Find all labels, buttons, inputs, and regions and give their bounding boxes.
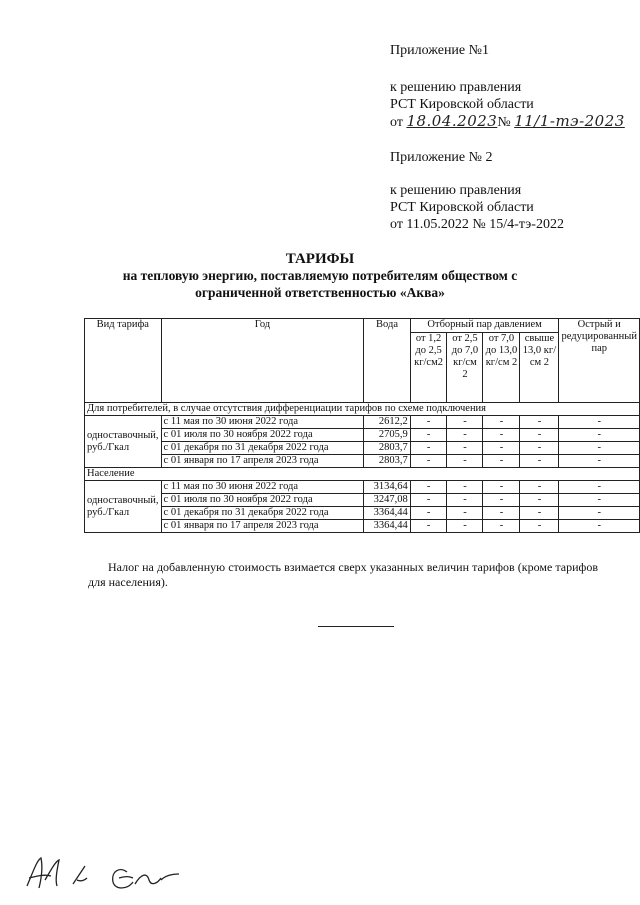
header-period: Год <box>161 319 364 403</box>
pressure-1-value: - <box>410 507 447 520</box>
water-value: 3364,44 <box>364 507 410 520</box>
sharp-steam-value: - <box>559 455 640 468</box>
pressure-4-value: - <box>520 494 559 507</box>
water-value: 3134,64 <box>364 481 410 494</box>
sharp-steam-value: - <box>559 442 640 455</box>
water-value: 2612,2 <box>364 416 410 429</box>
tariff-table <box>84 318 640 533</box>
pressure-3-value: - <box>483 481 520 494</box>
section-title: Для потребителей, в случае отсутствия дифференциации тарифов по схеме подключения <box>85 403 640 416</box>
pressure-2-value: - <box>447 507 483 520</box>
title-line-2: на тепловую энергию, поставляемую потребителям обществом с <box>122 268 518 283</box>
header-steam: Отборный пар давлением <box>410 319 559 333</box>
table-row <box>85 429 640 442</box>
water-value: 3364,44 <box>364 520 410 533</box>
pressure-2-value: - <box>447 442 483 455</box>
pressure-2-value: - <box>447 494 483 507</box>
decision-line-2: РСТ Кировской области <box>390 97 534 112</box>
number-prefix: № <box>497 115 511 130</box>
pressure-2-value: - <box>447 416 483 429</box>
handwritten-number: 11/1-тэ-2023 <box>514 112 625 130</box>
water-value: 3247,08 <box>364 494 410 507</box>
water-value: 2803,7 <box>364 442 410 455</box>
header-pressure-2: от 2,5 до 7,0 кг/см 2 <box>447 333 483 403</box>
pressure-4-value: - <box>520 481 559 494</box>
pressure-3-value: - <box>483 494 520 507</box>
period-cell: с 01 января по 17 апреля 2023 года <box>161 455 364 468</box>
sharp-steam-value: - <box>559 429 640 442</box>
period-cell: с 01 января по 17 апреля 2023 года <box>161 520 364 533</box>
pressure-3-value: - <box>483 416 520 429</box>
sharp-steam-value: - <box>559 494 640 507</box>
pressure-3-value: - <box>483 455 520 468</box>
pressure-1-value: - <box>410 429 447 442</box>
tax-note: Налог на добавленную стоимость взимается сверх указанных величин тарифов (кроме тарифов для населения). <box>88 560 598 589</box>
period-cell: с 01 июля по 30 ноября 2022 года <box>161 494 364 507</box>
pressure-3-value: - <box>483 507 520 520</box>
pressure-3-value: - <box>483 429 520 442</box>
table-row <box>85 494 640 507</box>
decision2-line-1: к решению правления <box>390 183 522 198</box>
pressure-2-value: - <box>447 455 483 468</box>
pressure-1-value: - <box>410 494 447 507</box>
pressure-1-value: - <box>410 520 447 533</box>
pressure-2-value: - <box>447 481 483 494</box>
decision-line-1: к решению правления <box>390 80 522 95</box>
table-row <box>85 481 640 494</box>
period-cell: с 01 июля по 30 ноября 2022 года <box>161 429 364 442</box>
header-pressure-3: от 7,0 до 13,0 кг/см 2 <box>483 333 520 403</box>
rate-type-cell: одноставочный, руб./Гкал <box>85 416 162 468</box>
period-cell: с 01 декабря по 31 декабря 2022 года <box>161 442 364 455</box>
pressure-2-value: - <box>447 520 483 533</box>
divider-line <box>318 626 394 627</box>
pressure-4-value: - <box>520 520 559 533</box>
pressure-1-value: - <box>410 416 447 429</box>
section-title: Население <box>85 468 640 481</box>
pressure-2-value: - <box>447 429 483 442</box>
sharp-steam-value: - <box>559 416 640 429</box>
table-row <box>85 507 640 520</box>
appendix-1-label: Приложение №1 <box>390 43 489 58</box>
table-row <box>85 520 640 533</box>
from-prefix: от <box>390 115 403 130</box>
pressure-4-value: - <box>520 507 559 520</box>
period-cell: с 11 мая по 30 июня 2022 года <box>161 416 364 429</box>
header-pressure-4: свыше 13,0 кг/см 2 <box>520 333 559 403</box>
pressure-4-value: - <box>520 429 559 442</box>
rate-type-cell: одноставочный, руб./Гкал <box>85 481 162 533</box>
handwritten-date: 18.04.2023 <box>406 112 498 130</box>
pressure-3-value: - <box>483 520 520 533</box>
title-line-3: ограниченной ответственностью «Аква» <box>195 285 445 300</box>
header-water: Вода <box>364 319 410 403</box>
pressure-4-value: - <box>520 455 559 468</box>
pressure-1-value: - <box>410 455 447 468</box>
pressure-1-value: - <box>410 481 447 494</box>
table-row <box>85 416 640 429</box>
pressure-4-value: - <box>520 416 559 429</box>
header-sharp-steam: Острый и редуцированный пар <box>559 319 640 403</box>
water-value: 2705,9 <box>364 429 410 442</box>
sharp-steam-value: - <box>559 520 640 533</box>
header-rate-type: Вид тарифа <box>85 319 162 403</box>
water-value: 2803,7 <box>364 455 410 468</box>
sharp-steam-value: - <box>559 481 640 494</box>
pressure-3-value: - <box>483 442 520 455</box>
decision2-line-2: РСТ Кировской области <box>390 200 534 215</box>
table-row <box>85 455 640 468</box>
table-row <box>85 442 640 455</box>
decision2-line-3: от 11.05.2022 № 15/4-тэ-2022 <box>390 217 564 232</box>
decision-date-line <box>390 113 625 131</box>
header-pressure-1: от 1,2 до 2,5 кг/см2 <box>410 333 447 403</box>
pressure-1-value: - <box>410 442 447 455</box>
document-title: ТАРИФЫ <box>285 251 355 267</box>
sharp-steam-value: - <box>559 507 640 520</box>
period-cell: с 01 декабря по 31 декабря 2022 года <box>161 507 364 520</box>
pressure-4-value: - <box>520 442 559 455</box>
period-cell: с 11 мая по 30 июня 2022 года <box>161 481 364 494</box>
handwritten-signature <box>15 850 185 895</box>
appendix-2-label: Приложение № 2 <box>390 150 493 165</box>
